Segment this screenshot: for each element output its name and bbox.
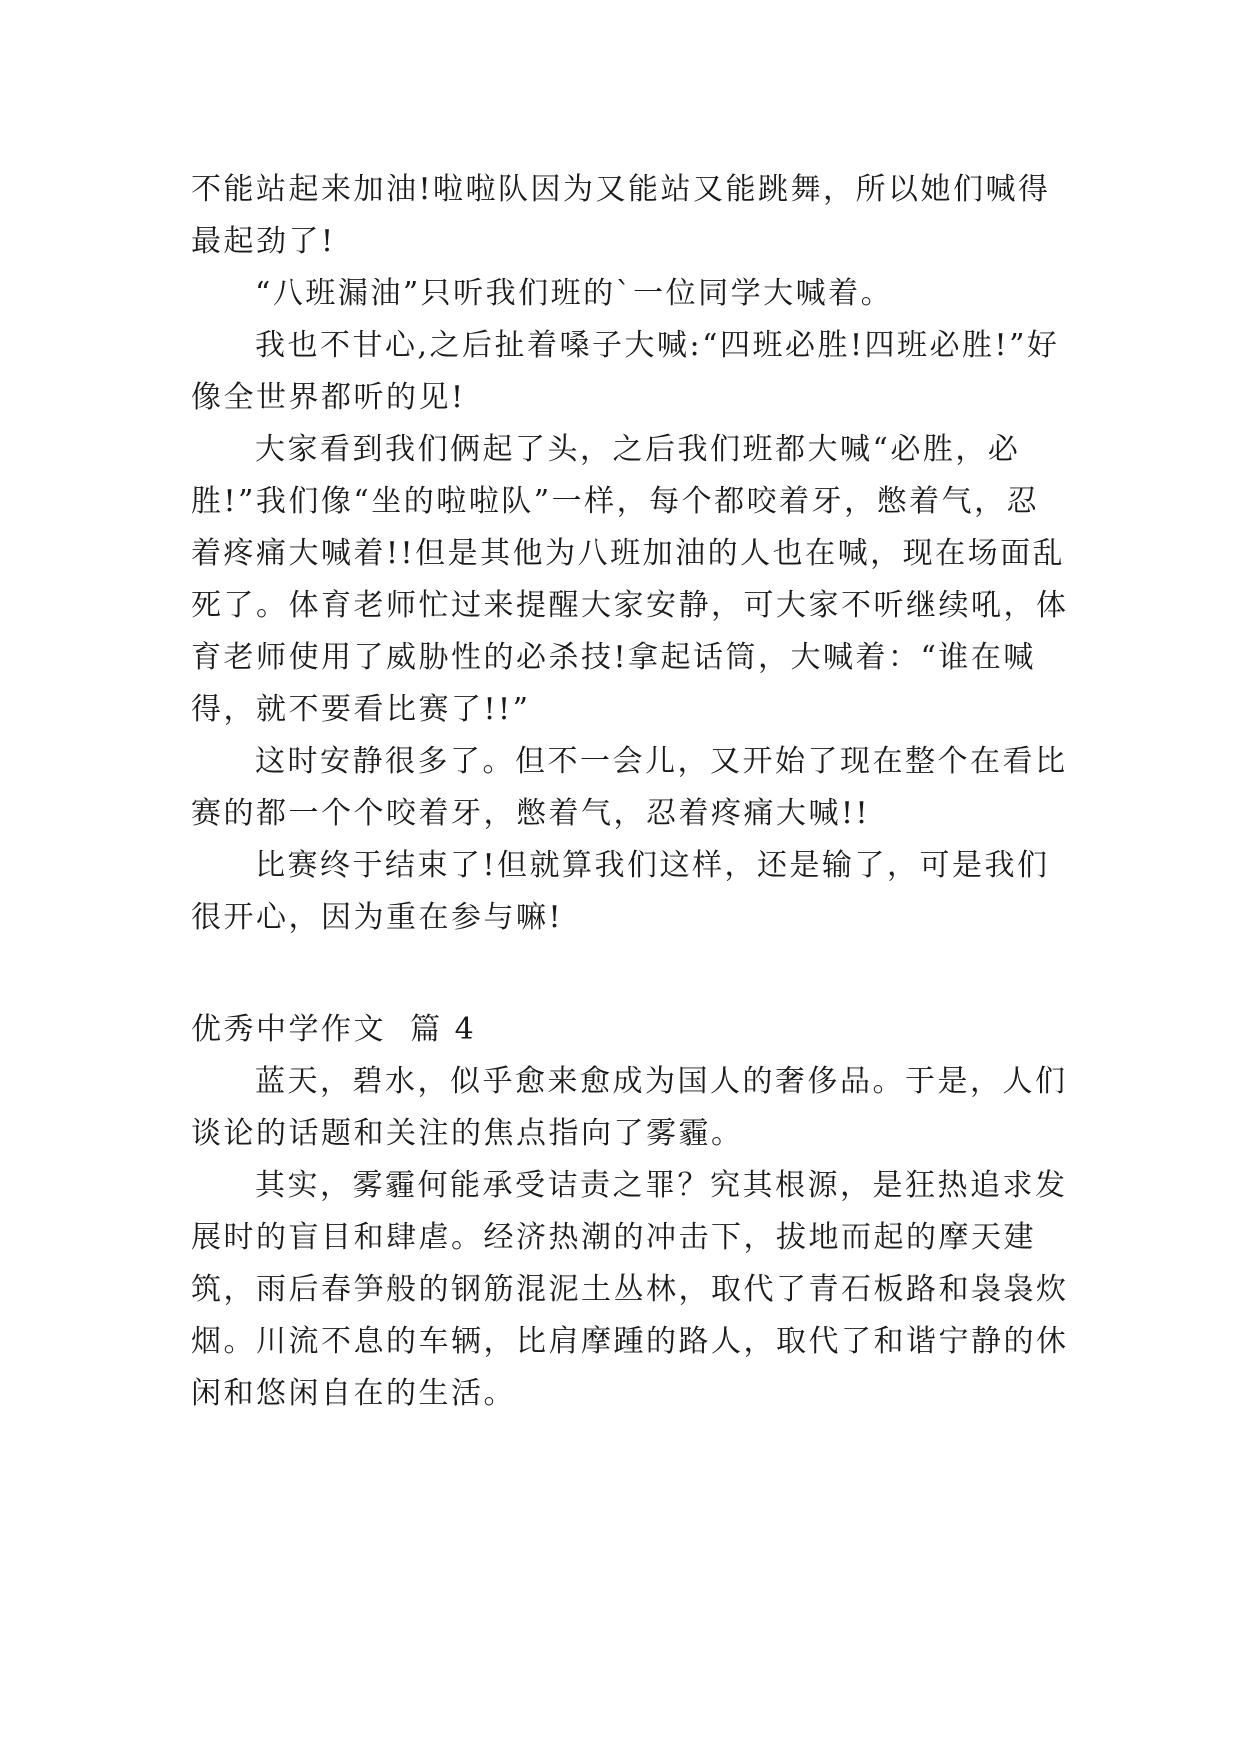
paragraph: 其实，雾霾何能承受诘责之罪？究其根源，是狂热追求发展时的盲目和肆虐。经济热潮的冲击下，拔地而起的摩天建筑，雨后春笋般的钢筋混泥土丛林，取代了青石板路和袅袅炊烟。川流不息的车辆，比肩摩踵的路人，取代了和谐宁静的休闲和悠闲自在的生活。 [191,1168,1069,1411]
paragraph: 比赛终于结束了!但就算我们这样，还是输了，可是我们很开心，因为重在参与嘛! [191,848,1050,935]
paragraph: “八班漏油”只听我们班的`一位同学大喊着。 [255,276,894,311]
paragraph: 这时安静很多了。但不一会儿，又开始了现在整个在看比赛的都一个个咬着牙，憋着气，忍着疼痛大喊!! [191,744,1068,831]
paragraph: 蓝天，碧水，似乎愈来愈成为国人的奢侈品。于是，人们谈论的话题和关注的焦点指向了雾霾。 [191,1064,1068,1151]
document-body [191,164,1071,1420]
paragraph-continued: 不能站起来加油!啦啦队因为又能站又能跳舞，所以她们喊得最起劲了! [191,172,1051,259]
paragraph: 大家看到我们俩起了头，之后我们班都大喊“必胜，必胜!”我们像“坐的啦啦队”一样，每个都咬着牙，憋着气，忍着疼痛大喊着!!但是其他为八班加油的人也在喊，现在场面乱死了。体育老师忙过来提醒大家安静，可大家不听继续吼，体育老师使用了威胁性的必杀技!拿起话筒，大喊着：“谁在喊得，就不要看比赛了!!” [191,432,1069,727]
section-heading: 优秀中学作文 篇 4 [191,1012,477,1047]
paragraph: 我也不甘心,之后扯着嗓子大喊:“四班必胜!四班必胜!”好像全世界都听的见! [191,328,1060,415]
